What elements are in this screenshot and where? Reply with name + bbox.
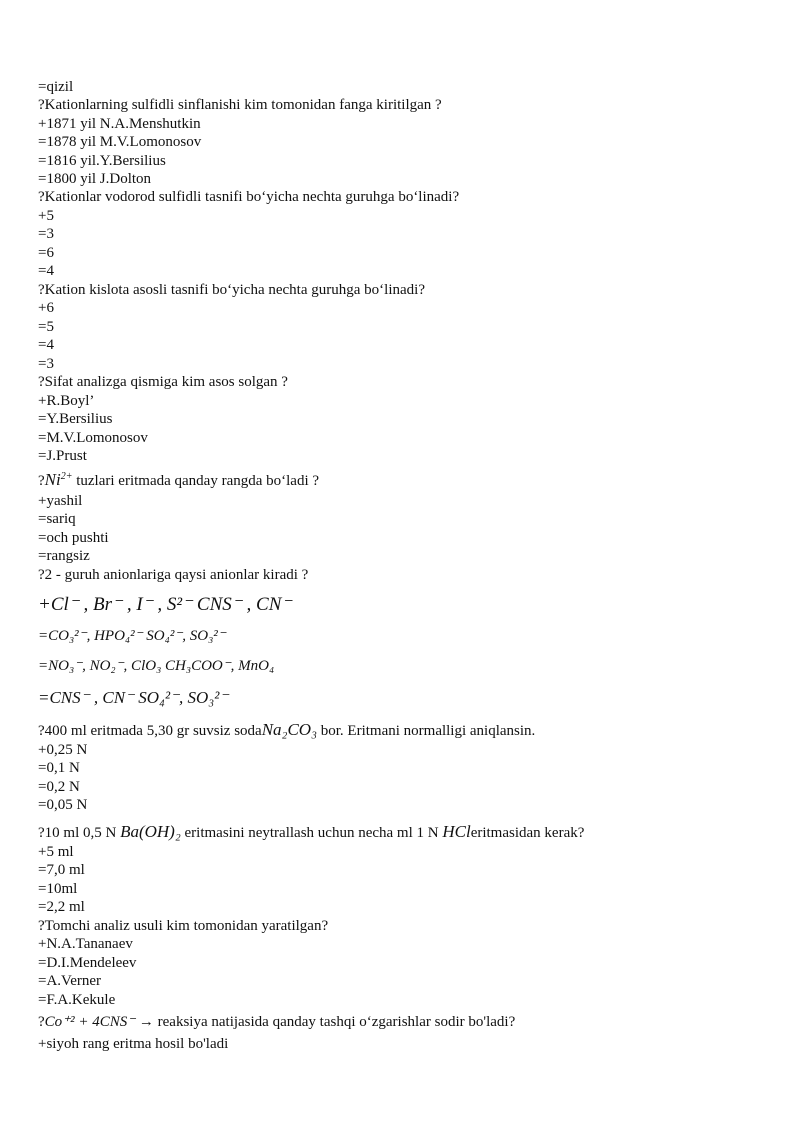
- answer-line: =rangsiz: [38, 548, 90, 564]
- answer-line: +siyoh rang eritma hosil bo'ladi: [38, 1036, 229, 1052]
- question-text: eritmasidan kerak?: [470, 825, 585, 841]
- answer-line: =4: [38, 337, 54, 353]
- question-text: ?10 ml 0,5 N: [38, 825, 121, 841]
- acid-formula: HCl: [442, 822, 471, 841]
- answer-line: =5: [38, 319, 54, 335]
- anion-option: =NO₃⁻, NO₂⁻, ClO₃ CH₃COO⁻, MnO₄: [38, 658, 275, 674]
- nickel-charge: 2+: [60, 471, 73, 482]
- answer-line: =3: [38, 356, 54, 372]
- question-line: ?Kationlarning sulfidli sinflanishi kim tomonidan fanga kiritilgan ?: [38, 97, 442, 113]
- anion-option: =CO₃²⁻, HPO₄²⁻ SO₄²⁻, SO₃²⁻: [38, 628, 226, 644]
- question-line: ?Kation kislota asosli tasnifi bo‘yicha nechta guruhga bo‘linadi?: [38, 282, 425, 298]
- anion-option: =CNS⁻ , CN⁻ SO₄²⁻, SO₃²⁻: [38, 688, 229, 707]
- answer-line: =D.I.Mendeleev: [38, 955, 137, 971]
- answer-line: +R.Boyl’: [38, 393, 95, 409]
- answer-line: =qizil: [38, 79, 74, 95]
- nickel-ion: Ni: [44, 470, 61, 489]
- answer-line: =2,2 ml: [38, 899, 85, 915]
- question-text: tuzlari eritmada qanday rangda bo‘ladi ?: [72, 473, 320, 489]
- question-line: ?Tomchi analiz usuli kim tomonidan yaratilgan?: [38, 918, 329, 934]
- answer-line: =J.Prust: [38, 448, 87, 464]
- answer-line: =3: [38, 226, 54, 242]
- answer-line: =A.Verner: [38, 973, 102, 989]
- answer-line: =0,2 N: [38, 779, 80, 795]
- answer-line: +1871 yil N.A.Menshutkin: [38, 116, 201, 132]
- cobalt-equation: Co⁺² + 4CNS⁻ →: [44, 1014, 154, 1030]
- question-line: [38, 823, 584, 842]
- question-line: ?Sifat analizga qismiga kim asos solgan ?: [38, 374, 288, 390]
- question-line: [38, 471, 319, 490]
- answer-line: =6: [38, 245, 54, 261]
- answer-line: =F.A.Kekule: [38, 992, 116, 1008]
- answer-line: =1816 yil.Y.Bersilius: [38, 153, 166, 169]
- answer-line: +N.A.Tananaev: [38, 936, 133, 952]
- answer-line: =1878 yil M.V.Lomonosov: [38, 134, 202, 150]
- question-text: bor. Eritmani normalligi aniqlansin.: [317, 723, 536, 739]
- answer-line: =M.V.Lomonosov: [38, 430, 148, 446]
- question-line: ?Kationlar vodorod sulfidli tasnifi bo‘yicha nechta guruhga bo‘linadi?: [38, 189, 460, 205]
- answer-line: +yashil: [38, 493, 83, 509]
- question-prefix: ?: [38, 1014, 45, 1030]
- soda-formula: Na₂CO₃: [261, 720, 317, 739]
- answer-line: +5 ml: [38, 844, 74, 860]
- answer-line: =0,1 N: [38, 760, 80, 776]
- answer-line: =4: [38, 263, 54, 279]
- answer-line: =10ml: [38, 881, 78, 897]
- anion-option: +Cl⁻ , Br⁻ , I⁻ , S²⁻ CNS⁻ , CN⁻: [38, 594, 292, 615]
- question-line: ?2 - guruh anionlariga qaysi anionlar kiradi ?: [38, 567, 309, 583]
- answer-line: +0,25 N: [38, 742, 88, 758]
- answer-line: =1800 yil J.Dolton: [38, 171, 152, 187]
- answer-line: =0,05 N: [38, 797, 88, 813]
- answer-line: =och pushti: [38, 530, 109, 546]
- question-text: reaksiya natijasida qanday tashqi o‘zgarishlar sodir bo'ladi?: [153, 1014, 516, 1030]
- question-text: ?400 ml eritmada 5,30 gr suvsiz soda: [38, 723, 262, 739]
- answer-line: +5: [38, 208, 54, 224]
- answer-line: =7,0 ml: [38, 862, 85, 878]
- base-formula: Ba(OH)₂: [120, 822, 181, 841]
- question-line: [38, 1013, 515, 1031]
- question-text: eritmasini neytrallash uchun necha ml 1 N: [180, 825, 443, 841]
- answer-line: +6: [38, 300, 54, 316]
- question-prefix: ?: [38, 473, 45, 489]
- answer-line: =Y.Bersilius: [38, 411, 113, 427]
- question-line: [38, 721, 535, 740]
- answer-line: =sariq: [38, 511, 76, 527]
